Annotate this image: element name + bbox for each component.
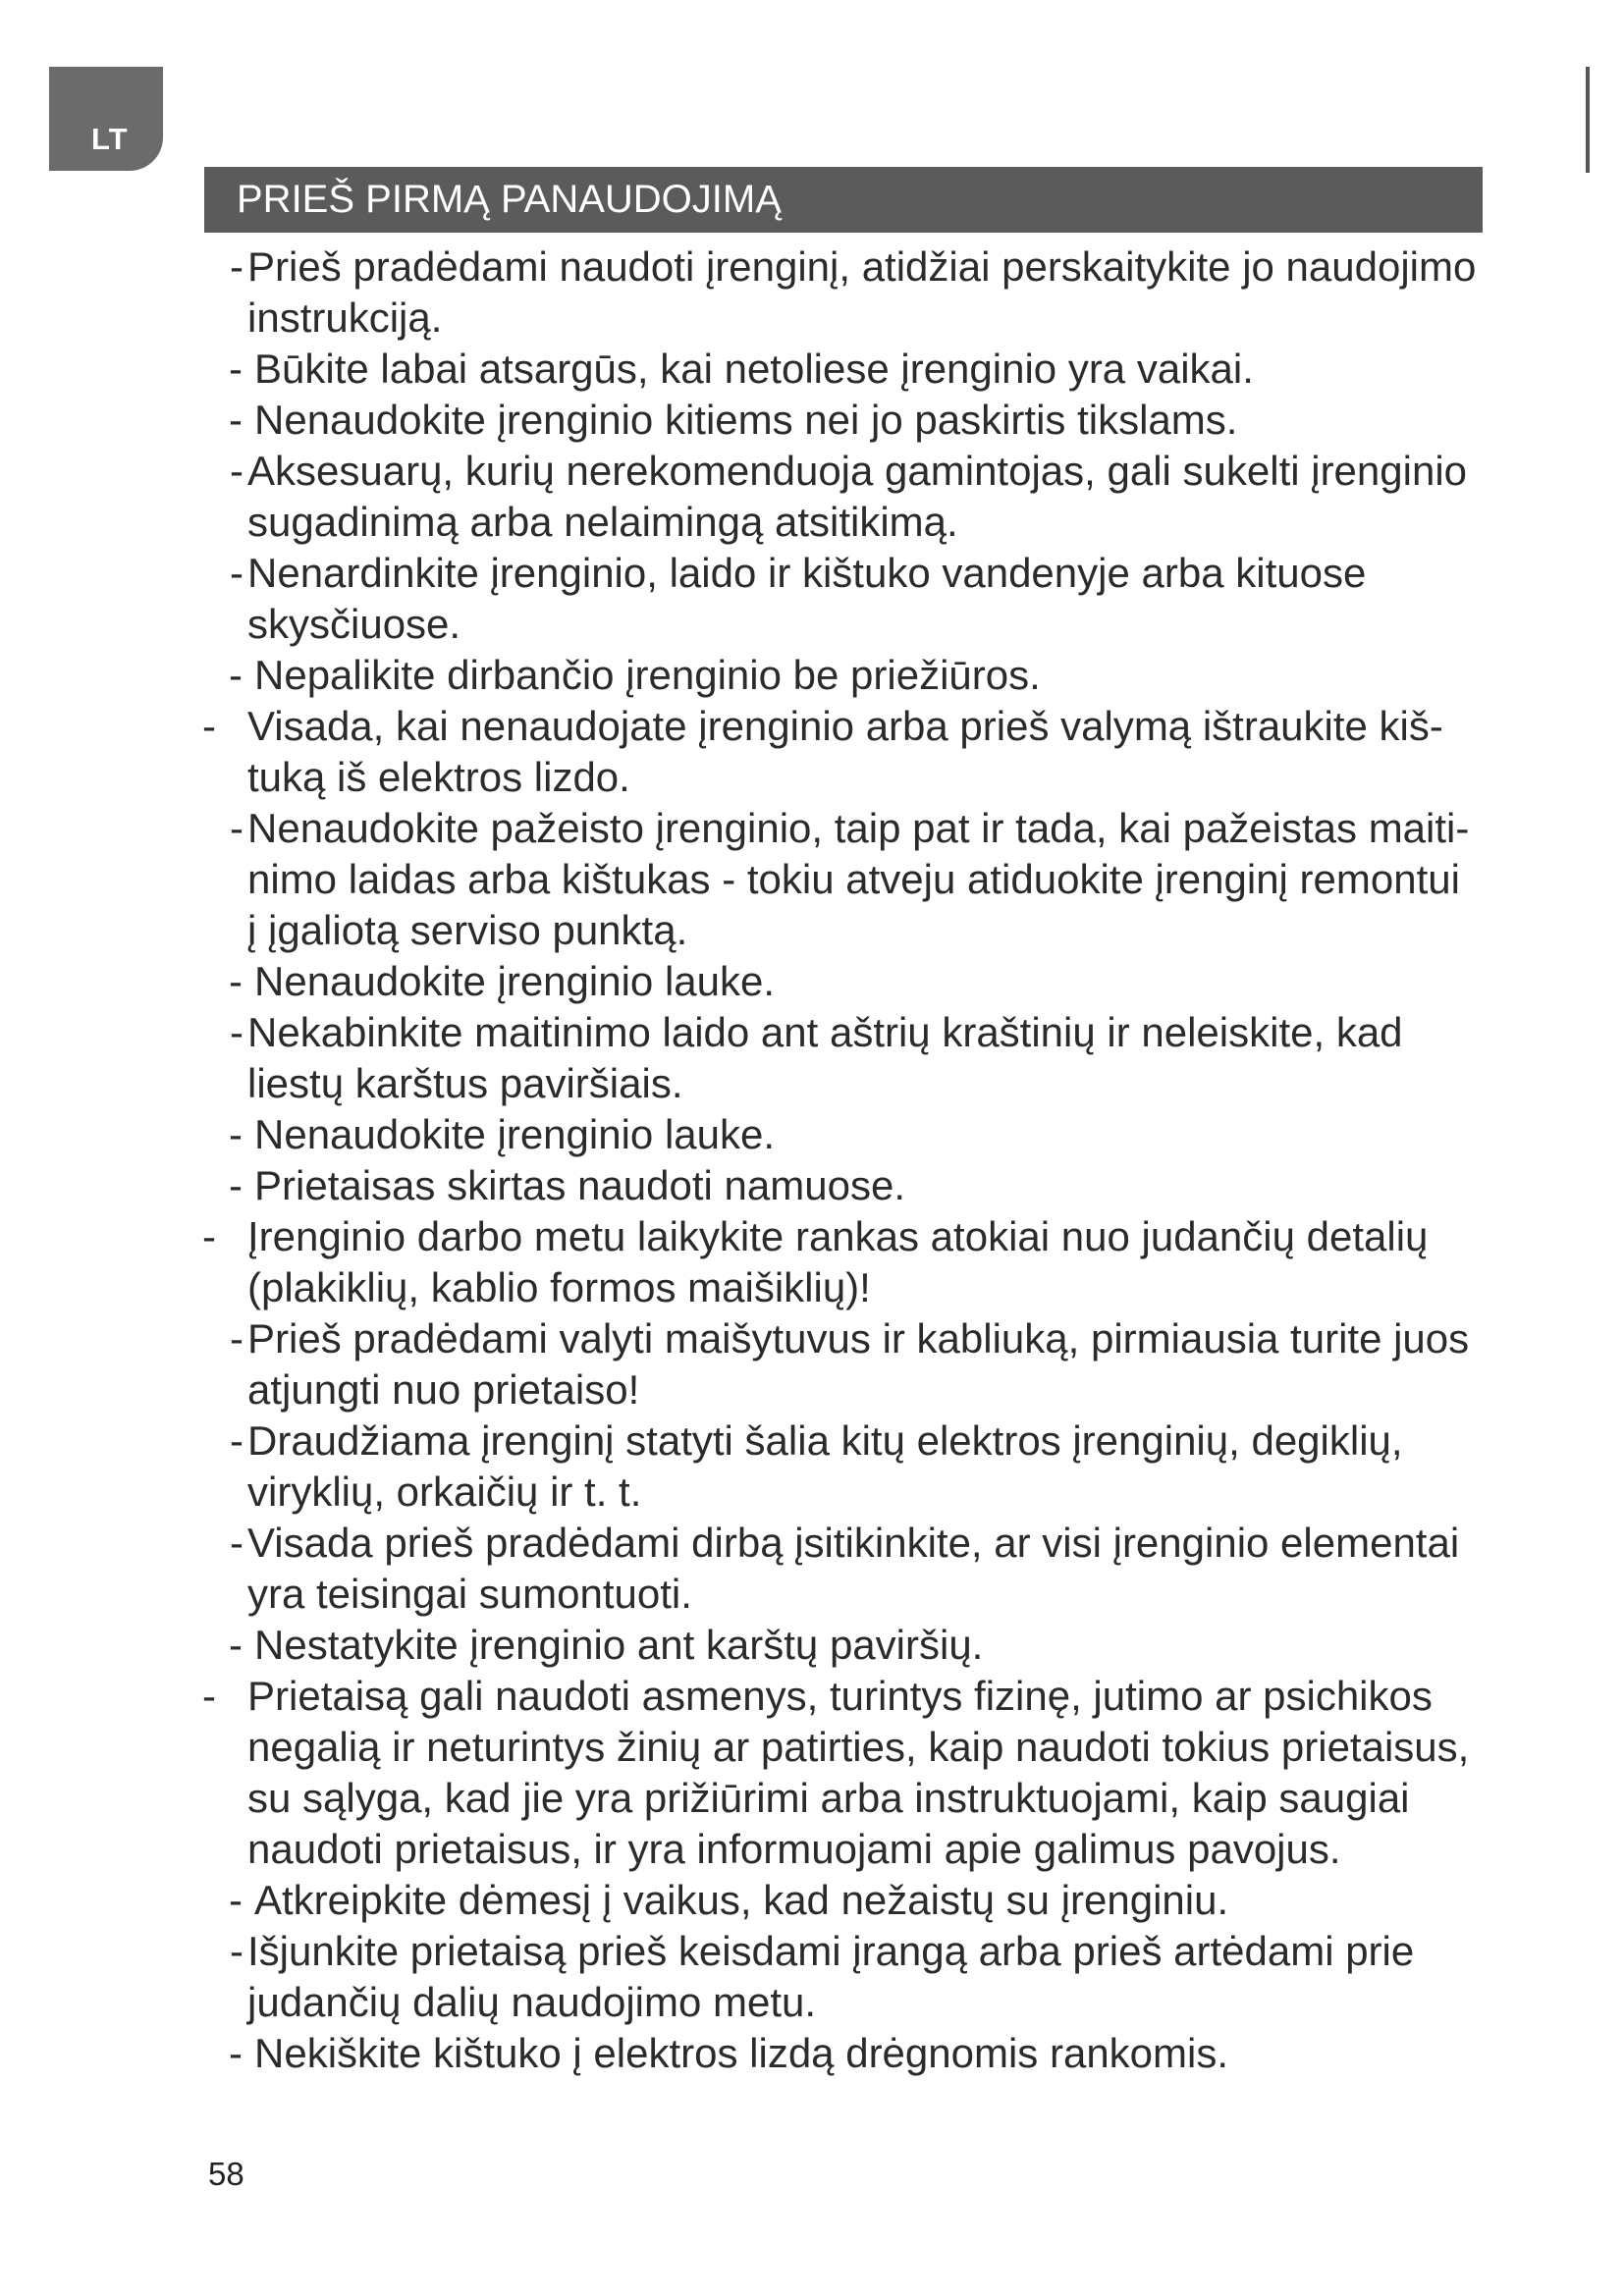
list-item-line: Nenaudokite pažeisto įrenginio, taip pat ir tada, kai pažeistas maiti-	[247, 805, 1470, 851]
list-bullet: -	[230, 805, 244, 851]
list-bullet: -	[202, 703, 216, 749]
instructions-list	[0, 241, 1624, 2079]
language-tab: LT	[49, 67, 163, 171]
list-item	[0, 1875, 1624, 1926]
list-item-line: Aksesuarų, kurių nerekomenduoja gamintojas, gali sukelti įrenginio	[247, 448, 1468, 494]
list-bullet: -	[230, 1417, 244, 1464]
list-item-line: liestų karštus paviršiais.	[247, 1060, 683, 1106]
list-item-line: Nenaudokite įrenginio lauke.	[254, 1111, 776, 1157]
list-item	[0, 1109, 1624, 1160]
page-number: 58	[208, 2156, 244, 2192]
list-item	[0, 1160, 1624, 1211]
list-item-line: Įrenginio darbo metu laikykite rankas atokiai nuo judančių detalių	[247, 1213, 1429, 1259]
list-item-line: nimo laidas arba kištukas - tokiu atveju atiduokite įrenginį remontui	[247, 856, 1460, 902]
list-item-line: Nekiškite kištuko į elektros lizdą drėgnomis rankomis.	[254, 2030, 1229, 2076]
list-item-line: Nenaudokite įrenginio lauke.	[254, 958, 776, 1004]
list-item	[0, 1671, 1624, 1875]
list-item-line: negalią ir neturintys žinių ar patirties, kaip naudoti tokius prietaisus,	[247, 1724, 1470, 1770]
list-item-line: yra teisingai sumontuoti.	[247, 1571, 692, 1617]
page-edge-line	[1586, 67, 1590, 173]
list-item	[0, 1926, 1624, 2028]
list-item-line: Visada, kai nenaudojate įrenginio arba prieš valymą ištraukite kiš-	[247, 703, 1443, 749]
list-item	[0, 1620, 1624, 1671]
list-item-line: Nenardinkite įrenginio, laido ir kištuko vandenyje arba kituose	[247, 550, 1367, 596]
list-item-line: į įgaliotą serviso punktą.	[247, 907, 688, 953]
list-item	[0, 395, 1624, 446]
list-item-line: Draudžiama įrenginį statyti šalia kitų elektros įrenginių, degiklių,	[247, 1417, 1403, 1464]
list-item-line: su sąlyga, kad jie yra prižiūrimi arba instruktuojami, kaip saugiai	[247, 1775, 1410, 1821]
list-bullet: -	[202, 1673, 216, 1719]
list-item-line: judančių dalių naudojimo metu.	[247, 1979, 817, 2025]
list-item-line: Prietaisas skirtas naudoti namuose.	[254, 1162, 905, 1208]
list-item	[0, 701, 1624, 803]
list-item-line: Prietaisą gali naudoti asmenys, turintys fizinę, jutimo ar psichikos	[247, 1673, 1433, 1719]
list-item	[0, 548, 1624, 650]
list-item	[0, 650, 1624, 701]
list-item-line: Nenaudokite įrenginio kitiems nei jo paskirtis tikslams.	[254, 397, 1238, 443]
list-item-line: Nekabinkite maitinimo laido ant aštrių kraštinių ir neleiskite, kad	[247, 1009, 1403, 1055]
list-item-line: viryklių, orkaičių ir t. t.	[247, 1468, 642, 1515]
section-title: PRIEŠ PIRMĄ PANAUDOJIMĄ	[204, 167, 1483, 233]
list-item-line: Visada prieš pradėdami dirbą įsitikinkite, ar visi įrenginio elementai	[247, 1520, 1460, 1566]
list-item-line: Nepalikite dirbančio įrenginio be priežiūros.	[254, 652, 1041, 698]
list-bullet: -	[230, 1009, 244, 1055]
list-bullet: -	[229, 346, 243, 392]
list-item-line: instrukciją.	[247, 294, 443, 341]
list-bullet: -	[202, 1213, 216, 1259]
list-bullet: -	[230, 448, 244, 494]
list-item-line: atjungti nuo prietaiso!	[247, 1366, 640, 1413]
list-item	[0, 1415, 1624, 1518]
list-bullet: -	[229, 1877, 243, 1923]
list-bullet: -	[229, 397, 243, 443]
list-item	[0, 1313, 1624, 1415]
list-item-line: Prieš pradėdami naudoti įrenginį, atidžiai perskaitykite jo naudojimo	[247, 243, 1477, 290]
list-item-line: Išjunkite prietaisą prieš keisdami įrangą arba prieš artėdami prie	[247, 1928, 1415, 1974]
list-item-line: skysčiuose.	[247, 601, 461, 647]
list-item-line: sugadinimą arba nelaimingą atsitikimą.	[247, 499, 958, 545]
list-item-line: naudoti prietaisus, ir yra informuojami apie galimus pavojus.	[247, 1826, 1341, 1872]
list-item-line: Prieš pradėdami valyti maišytuvus ir kabliuką, pirmiausia turite juos	[247, 1315, 1470, 1362]
list-bullet: -	[230, 243, 244, 290]
list-bullet: -	[229, 2030, 243, 2076]
list-item	[0, 1518, 1624, 1620]
list-item-line: tuką iš elektros lizdo.	[247, 754, 630, 800]
list-item	[0, 344, 1624, 395]
list-bullet: -	[230, 550, 244, 596]
list-item	[0, 1211, 1624, 1313]
list-bullet: -	[229, 1162, 243, 1208]
list-bullet: -	[230, 1520, 244, 1566]
list-bullet: -	[230, 1315, 244, 1362]
list-item	[0, 2028, 1624, 2079]
list-item	[0, 803, 1624, 956]
list-bullet: -	[230, 1928, 244, 1974]
list-bullet: -	[229, 1111, 243, 1157]
list-item-line: Atkreipkite dėmesį į vaikus, kad nežaistų su įrenginiu.	[254, 1877, 1229, 1923]
list-item	[0, 241, 1624, 344]
list-bullet: -	[229, 652, 243, 698]
list-bullet: -	[229, 1622, 243, 1668]
list-item-line: (plakiklių, kablio formos maišiklių)!	[247, 1264, 871, 1310]
list-item-line: Nestatykite įrenginio ant karštų paviršių.	[254, 1622, 984, 1668]
list-item	[0, 956, 1624, 1007]
list-item-line: Būkite labai atsargūs, kai netoliese įrenginio yra vaikai.	[254, 346, 1254, 392]
list-item	[0, 1007, 1624, 1109]
list-item	[0, 446, 1624, 548]
list-bullet: -	[229, 958, 243, 1004]
